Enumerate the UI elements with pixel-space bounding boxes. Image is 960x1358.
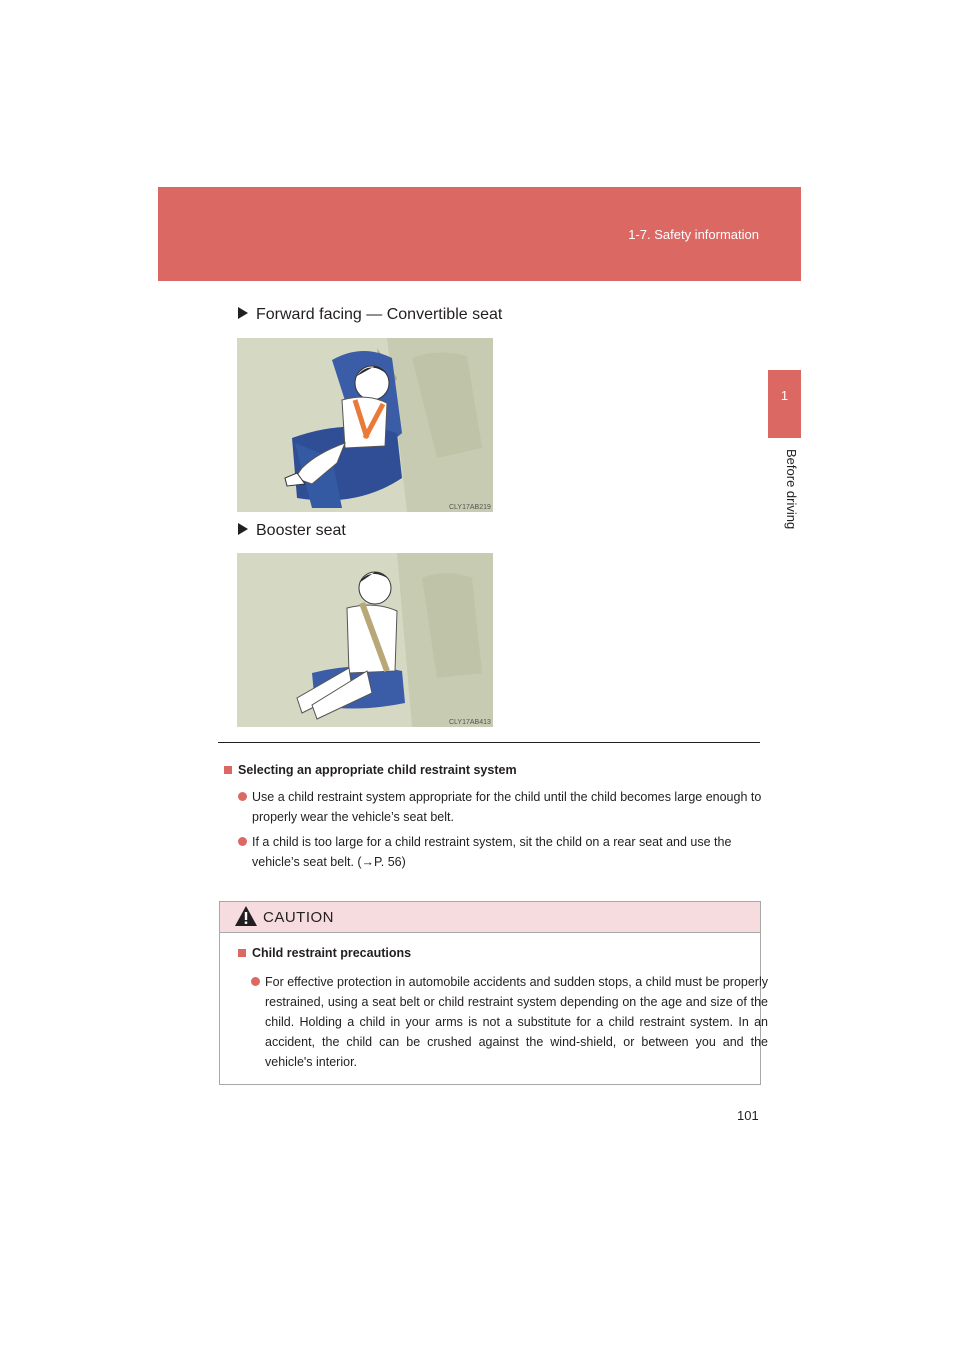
note-bullet-1: Use a child restraint system appropriate for the child until the child becomes large enough to properly wear the vehicle’s seat belt. [238,787,764,827]
divider [218,742,760,743]
chapter-number: 1 [780,388,789,403]
figure-code: CLY17AB413 [449,719,491,726]
figure-caption-booster: Booster seat [238,522,346,540]
round-bullet-icon [238,792,247,801]
warning-triangle-icon [234,905,258,927]
round-bullet-icon [238,837,247,846]
figure-caption-convertible: Forward facing — Convertible seat [238,306,502,324]
triangle-bullet-icon [238,523,248,535]
figure-code: CLY17AB219 [449,504,491,511]
chapter-tab[interactable] [768,370,801,438]
square-bullet-icon [238,949,246,957]
page-number: 101 [737,1108,759,1123]
note-heading: Selecting an appropriate child restraint system [224,763,517,777]
header-band [158,187,801,281]
convertible-seat-illustration [237,338,493,512]
caution-subheading: Child restraint precautions [238,946,411,960]
chapter-label: Before driving [784,449,799,530]
caution-header [220,902,760,933]
note-bullet-2: If a child is too large for a child restraint system, sit the child on a rear seat and use the vehicle’s seat belt. (→P. 56) [238,832,764,872]
caution-text: For effective protection in automobile accidents and sudden stops, a child must be properly restrained, using a seat belt or child restraint system depending on the age and size of the child. Holding a child in your arms is not a substitute for a child restraint system. In an accident, the child can be crushed against the wind-shield, or between you and the vehicle's interior. [251,972,768,1072]
triangle-bullet-icon [238,307,248,319]
caution-box [219,901,768,1085]
booster-seat-illustration [237,553,493,727]
caution-label: CAUTION [263,909,334,926]
section-title: 1-7. Safety information [628,227,759,242]
round-bullet-icon [251,977,260,986]
square-bullet-icon [224,766,232,774]
